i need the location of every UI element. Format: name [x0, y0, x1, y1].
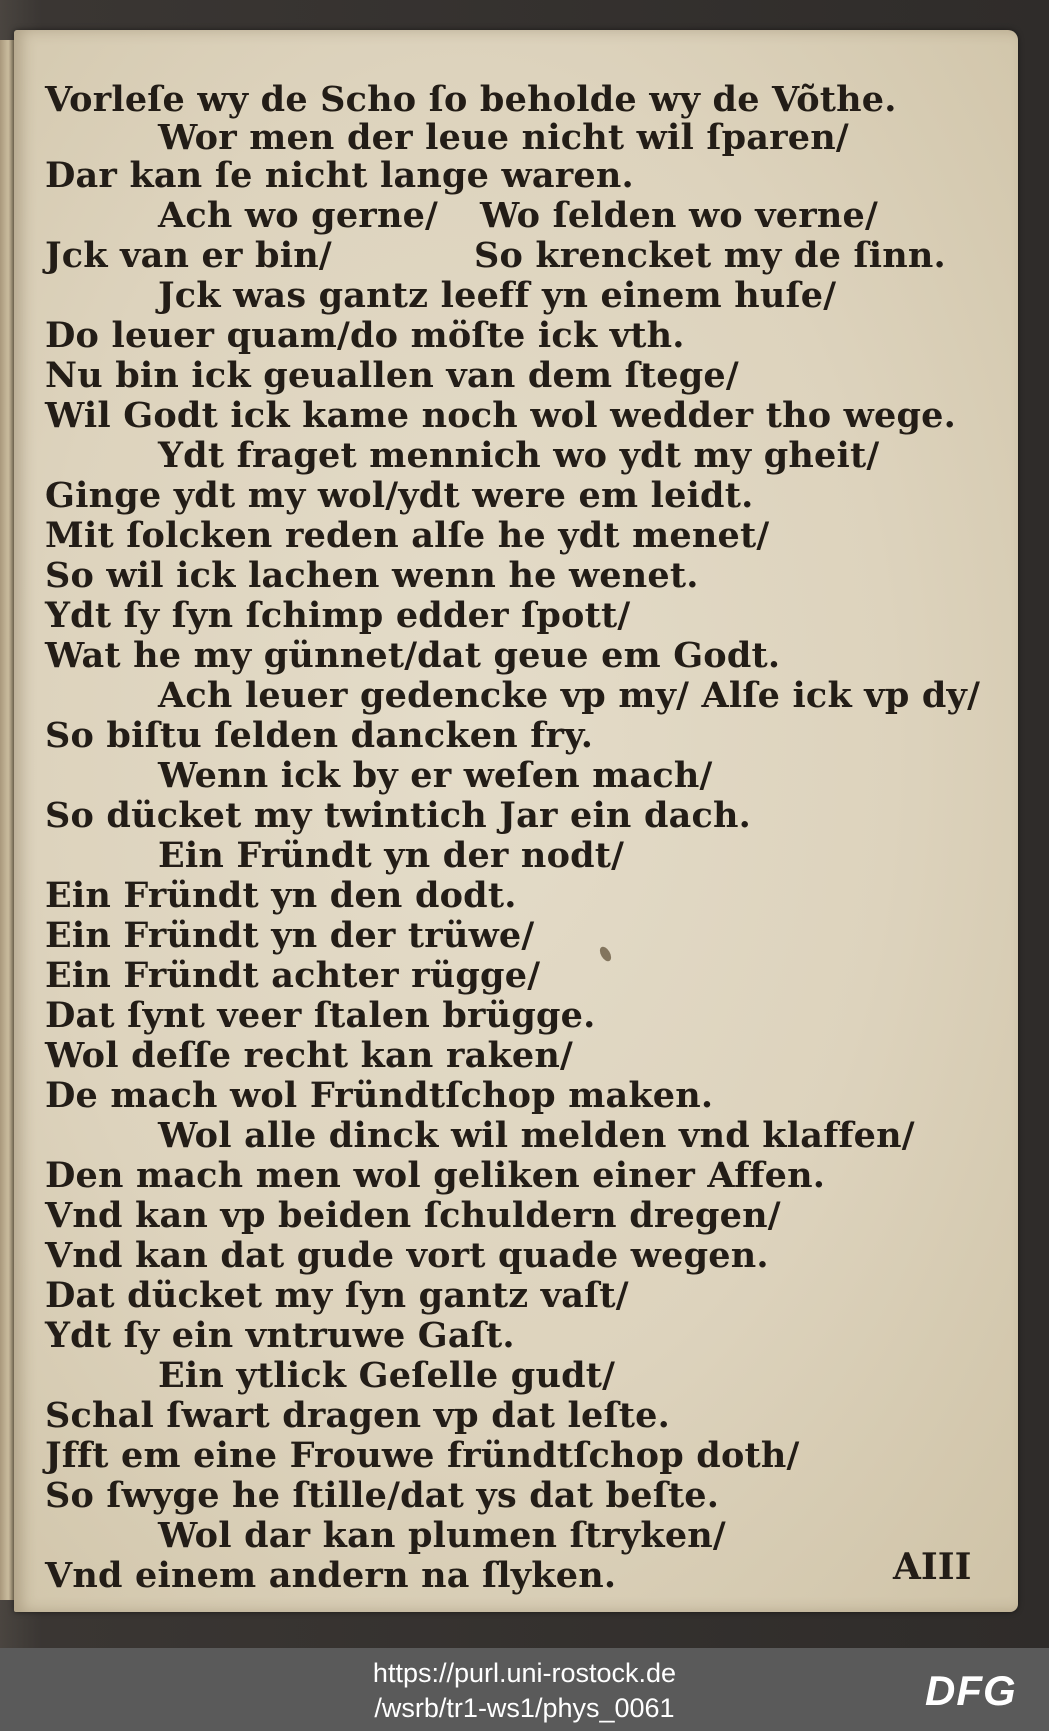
footer-bar	[0, 1648, 1049, 1731]
text-line: Ein Fründt yn der nodt/	[158, 835, 625, 876]
text-line: Ein Fründt yn den dodt.	[45, 875, 517, 916]
permalink-line-1[interactable]: https://purl.uni-rostock.de	[372, 1658, 677, 1688]
text-line: Wil Godt ick kame noch wol wedder tho wege.	[45, 395, 956, 436]
text-line: Jfft em eine Frouwe fründtſchop doth/	[45, 1435, 800, 1476]
text-line: Vnd kan vp beiden ſchuldern dregen/	[45, 1195, 781, 1236]
text-line: Dar kan ſe nicht lange waren.	[45, 155, 634, 196]
text-line: Jck was gantz leeff yn einem huſe/	[158, 275, 837, 316]
text-line: Mit ſolcken reden alſe he ydt menet/	[45, 515, 770, 556]
signature-mark: AIII	[893, 1546, 972, 1588]
text-line: Ginge ydt my wol/ydt were em leidt.	[45, 475, 754, 516]
dfg-logo: DFG	[925, 1667, 1017, 1714]
text-line: Ein Fründt achter rügge/	[45, 955, 541, 996]
text-line: Ein Fründt yn der trüwe/	[45, 915, 535, 956]
text-line: So krencket my de ſinn.	[474, 235, 946, 276]
text-line: Wo ſelden wo verne/	[480, 195, 878, 236]
text-line: Ein ytlick Geſelle gudt/	[158, 1355, 616, 1396]
text-line: Den mach men wol geliken einer Affen.	[45, 1155, 826, 1196]
text-line: Ydt ſy ein vntruwe Gaſt.	[45, 1315, 515, 1356]
text-line: Wol alle dinck wil melden vnd klaffen/	[158, 1115, 915, 1156]
text-line: So wil ick lachen wenn he wenet.	[45, 555, 699, 596]
text-line: Wol dar kan plumen ſtryken/	[158, 1515, 726, 1556]
text-line: Wor men der leue nicht wil ſparen/	[158, 117, 849, 158]
text-line: Ach wo gerne/	[158, 195, 439, 236]
text-line: Dat ſynt veer ſtalen brügge.	[45, 995, 596, 1036]
text-line: Ydt ſy ſyn ſchimp edder ſpott/	[45, 595, 631, 636]
text-line: Wenn ick by er weſen mach/	[158, 755, 713, 796]
text-line: Dat dücket my ſyn gantz vaſt/	[45, 1275, 629, 1316]
text-line: Vorleſe wy de Scho ſo beholde wy de Võthe.	[45, 79, 897, 120]
text-line: Jck van er bin/	[45, 235, 332, 276]
text-line: Wol deſſe recht kan raken/	[45, 1035, 574, 1076]
ink-spot	[598, 945, 614, 963]
text-line: So biſtu ſelden dancken fry.	[45, 715, 594, 756]
text-line: Nu bin ick geuallen van dem ſtege/	[45, 355, 739, 396]
text-line: Do leuer quam/do möſte ick vth.	[45, 315, 685, 356]
text-line: So dücket my twintich Jar ein dach.	[45, 795, 752, 836]
text-line: So ſwyge he ſtille/dat ys dat beſte.	[45, 1475, 720, 1516]
text-line: Ydt fraget mennich wo ydt my gheit/	[158, 435, 880, 476]
text-line: Vnd kan dat gude vort quade wegen.	[45, 1235, 769, 1276]
text-line: Wat he my günnet/dat geue em Godt.	[45, 635, 781, 676]
text-line: Vnd einem andern na ſlyken.	[45, 1555, 617, 1596]
text-line: Ach leuer gedencke vp my/ Alſe ick vp dy/	[158, 675, 981, 716]
text-line: Schal ſwart dragen vp dat leſte.	[45, 1395, 670, 1436]
previous-page-edge	[0, 40, 15, 1600]
permalink-line-2[interactable]: /wsrb/tr1-ws1/phys_0061	[374, 1693, 675, 1723]
text-line: De mach wol Fründtſchop maken.	[45, 1075, 714, 1116]
